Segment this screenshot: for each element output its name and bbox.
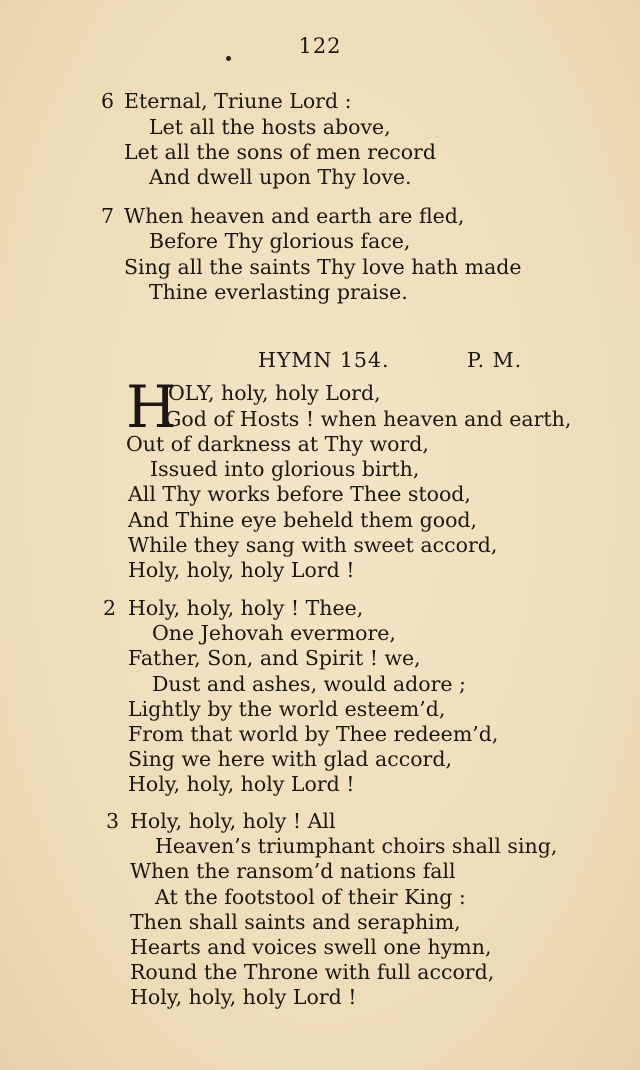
verse-line: Out of darkness at Thy word, [126,432,429,456]
drop-cap: H [126,373,177,441]
verse-line: Holy, holy, holy ! Thee, [128,596,364,620]
verse-line: Father, Son, and Spirit ! we, [128,646,421,670]
verse-line: All Thy works before Thee stood, [128,482,471,506]
verse-line: Then shall saints and seraphim, [130,910,461,934]
verse-line: Let all the hosts above, [149,115,391,139]
page-number: 122 [298,34,342,58]
verse-line: Lightly by the world esteem’d, [128,697,446,721]
verse-line: And dwell upon Thy love. [149,165,412,189]
stanza-number: 6 [101,89,115,113]
verse-line: OLY, holy, holy Lord, [168,381,381,405]
verse-line: Before Thy glorious face, [149,229,411,253]
stanza-number: 3 [106,809,120,833]
verse-line: Sing all the saints Thy love hath made [124,255,522,279]
verse-line: Holy, holy, holy Lord ! [128,558,355,582]
stanza-number: 7 [101,204,115,228]
verse-line: Heaven’s triumphant choirs shall sing, [155,834,558,858]
verse-line: One Jehovah evermore, [152,621,396,645]
hymn-title: HYMN 154. [258,348,390,372]
verse-line: Dust and ashes, would adore ; [152,672,466,696]
verse-line: Round the Throne with full accord, [130,960,495,984]
verse-line: From that world by Thee redeem’d, [128,722,499,746]
stanza-number: 2 [103,596,117,620]
verse-line: Let all the sons of men record [124,140,436,164]
verse-line: Sing we here with glad accord, [128,747,452,771]
verse-line: Holy, holy, holy Lord ! [130,985,357,1009]
verse-line: While they sang with sweet accord, [128,533,498,557]
verse-line: Holy, holy, holy ! All [130,809,336,833]
verse-line: Issued into glorious birth, [150,457,420,481]
verse-line: Hearts and voices swell one hymn, [130,935,492,959]
verse-line: Eternal, Triune Lord : [124,89,352,113]
verse-line: Thine everlasting praise. [149,280,408,304]
verse-line: At the footstool of their King : [155,885,466,909]
verse-line: When heaven and earth are fled, [124,204,465,228]
ink-speck [226,56,231,61]
verse-line: When the ransom’d nations fall [130,859,456,883]
verse-line: Holy, holy, holy Lord ! [128,772,355,796]
hymn-meter: P. M. [467,348,523,372]
verse-line: And Thine eye beheld them good, [128,508,478,532]
verse-line: God of Hosts ! when heaven and earth, [165,407,572,431]
